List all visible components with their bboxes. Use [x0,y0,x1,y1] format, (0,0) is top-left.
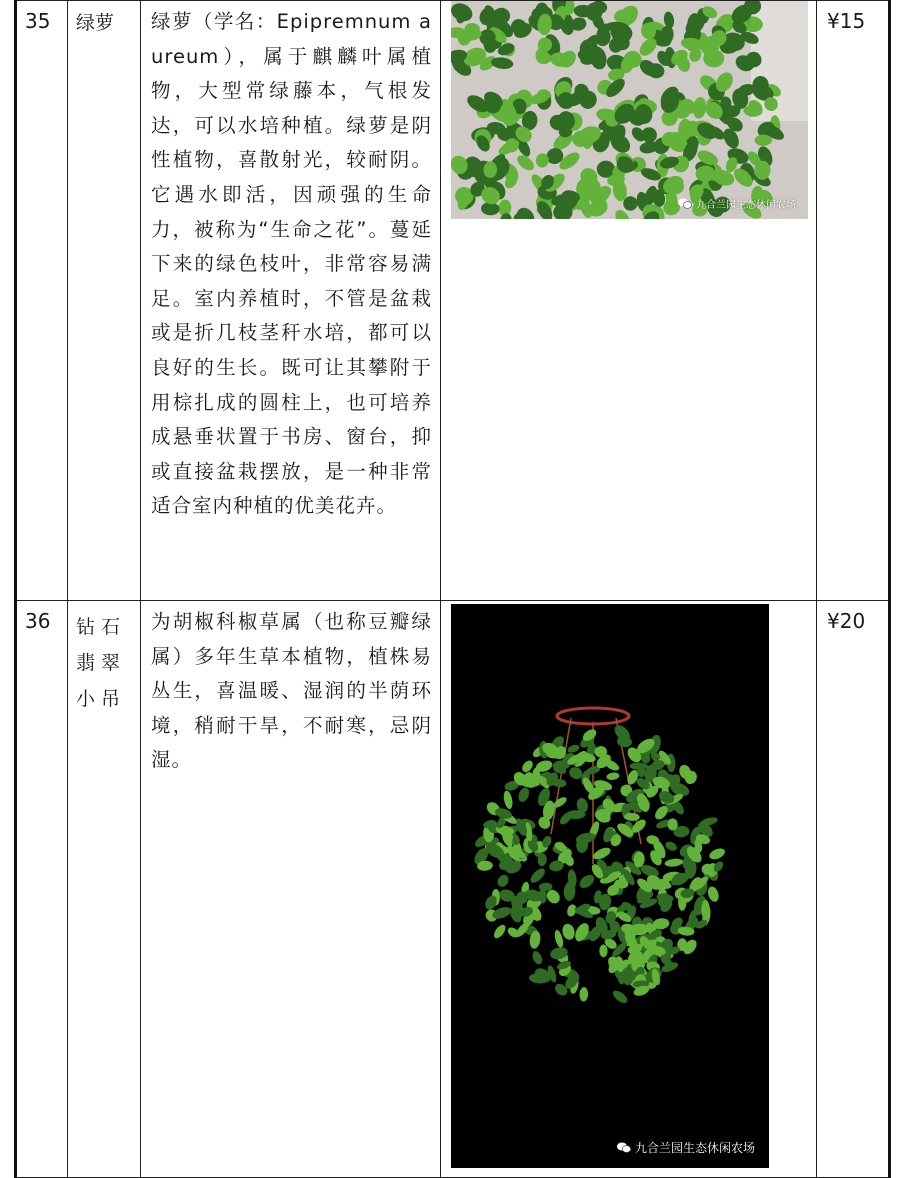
table-row [16,601,890,1178]
plant-description: 为胡椒科椒草属（也称豆瓣绿属）多年生草本植物，植株易丛生，喜温暖、湿润的半荫环境，稍耐干旱，不耐寒，忌阴湿。 [141,601,441,1178]
watermark-text: 九合兰园生态休闲农场 [696,200,796,211]
plant-photo-cell [441,1,817,601]
row-number: 35 [16,1,68,601]
watermark-text: 九合兰园生态休闲农场 [634,1141,755,1155]
plant-price: ¥15 [817,1,890,601]
plant-photo-cell [441,601,817,1178]
plant-photo-icon [451,604,769,1168]
plant-price-table [14,0,891,1178]
table-row [16,1,890,601]
peperomia-photo [451,604,769,1168]
wechat-icon [617,1142,631,1153]
row-number: 36 [16,601,68,1178]
plant-name: 钻石翡翠小吊 [68,601,141,1178]
plant-price: ¥20 [817,601,890,1178]
plant-photo-icon [451,1,808,219]
pothos-photo [451,1,808,219]
plant-description: 绿萝（学名：Epipremnum aureum），属于麒麟叶属植物，大型常绿藤本，气根发达，可以水培种植。绿萝是阴性植物，喜散射光，较耐阴。它遇水即活，因顽强的生命力，被称为“生命之花”。蔓延下来的绿色枝叶，非常容易满足。室内养植时，不管是盆栽或是折几枝茎秆水培，都可以良好的生长。既可让其攀附于用棕扎成的圆柱上，也可培养成悬垂状置于书房、窗台，抑或直接盆栽摆放，是一种非常适合室内种植的优美花卉。 [141,1,441,601]
plant-name: 绿萝 [68,1,141,601]
watermark [678,196,796,211]
wechat-icon [678,198,692,209]
watermark [617,1139,755,1156]
